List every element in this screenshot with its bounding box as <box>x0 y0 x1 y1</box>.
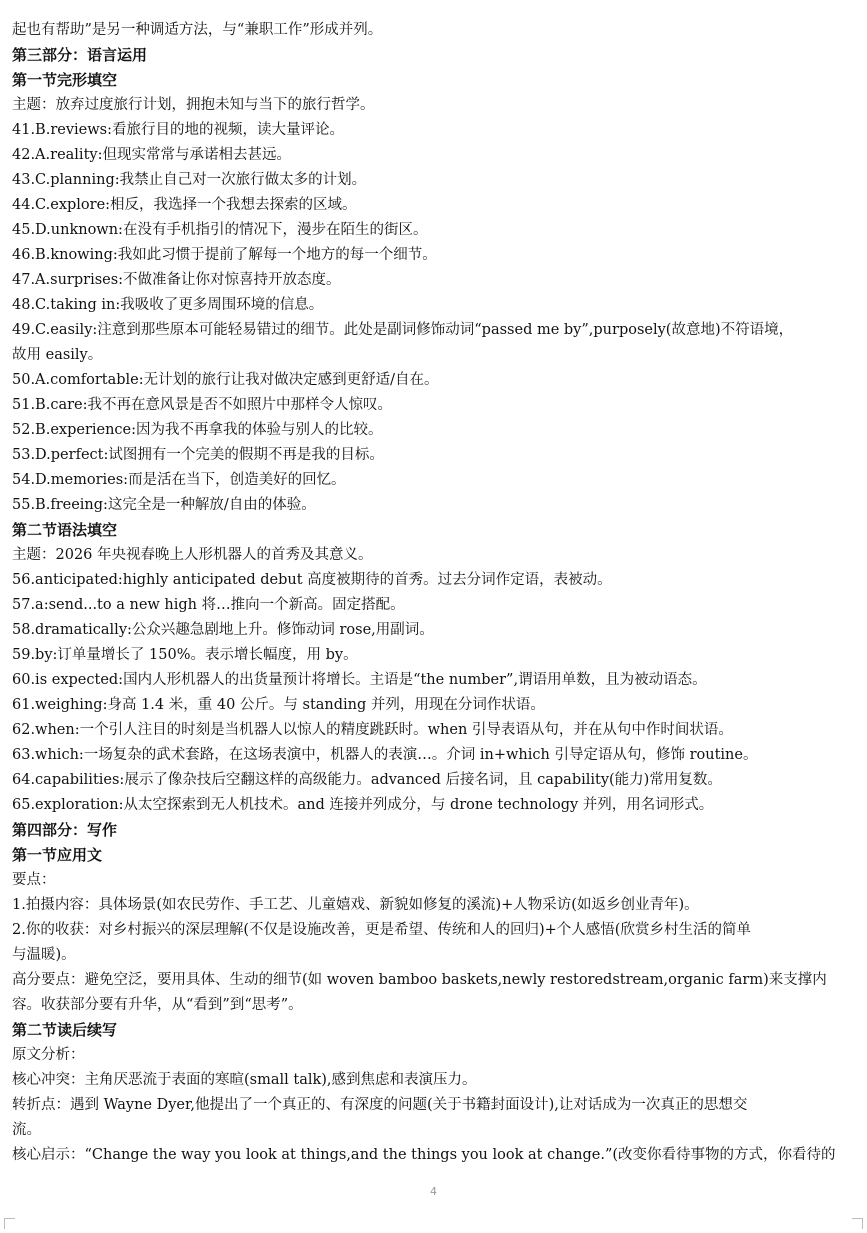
answer-54: 54.D.memories:而是活在当下，创造美好的回忆。 <box>12 472 346 488</box>
core-conflict: 核心冲突：主角厌恶流于表面的寒暄(small talk),感到焦虑和表演压力。 <box>12 1072 477 1088</box>
page-corner-mark-left <box>4 1218 15 1229</box>
answer-42: 42.A.reality:但现实常常与承诺相去甚远。 <box>12 147 291 163</box>
answer-49: 49.C.easily:注意到那些原本可能轻易错过的细节。此处是副词修饰动词“passed me by”,purposely(故意地)不符语境， <box>12 322 794 338</box>
answer-50: 50.A.comfortable:无计划的旅行让我对做决定感到更舒适/自在。 <box>12 372 439 388</box>
answer-61: 61.weighing:身高 1.4 米，重 40 公斤。与 standing 并列，用现在分词作状语。 <box>12 697 545 713</box>
turning-point-cont: 流。 <box>12 1122 41 1138</box>
answer-53: 53.D.perfect:试图拥有一个完美的假期不再是我的目标。 <box>12 447 384 463</box>
key-point-2: 2.你的收获：对乡村振兴的深层理解(不仅是设施改善，更是希望、传统和人的回归)+个人感悟(欣赏乡村生活的简单 <box>12 922 751 938</box>
page-corner-mark-right <box>852 1218 863 1229</box>
grammar-theme: 主题：2026 年央视春晚上人形机器人的首秀及其意义。 <box>12 547 373 563</box>
answer-55: 55.B.freeing:这完全是一种解放/自由的体验。 <box>12 497 316 513</box>
original-analysis-label: 原文分析： <box>12 1047 85 1063</box>
answer-63: 63.which:一场复杂的武术套路，在这场表演中，机器人的表演…。介词 in+which 引导定语从句，修饰 routine。 <box>12 747 758 763</box>
answer-51: 51.B.care:我不再在意风景是否不如照片中那样令人惊叹。 <box>12 397 392 413</box>
answer-60: 60.is expected:国内人形机器人的出货量预计将增长。主语是“the number”,谓语用单数，且为被动语态。 <box>12 672 707 688</box>
answer-57: 57.a:send...to a new high 将…推向一个新高。固定搭配。 <box>12 597 405 613</box>
answer-62: 62.when:一个引人注目的时刻是当机器人以惊人的精度跳跃时。when 引导表语从句，并在从句中作时间状语。 <box>12 722 733 738</box>
answer-46: 46.B.knowing:我如此习惯于提前了解每一个地方的每一个细节。 <box>12 247 437 263</box>
subsection-heading-grammar: 第二节语法填空 <box>12 521 118 539</box>
answer-47: 47.A.surprises:不做准备让你对惊喜持开放态度。 <box>12 272 341 288</box>
subsection-heading-continuation-writing: 第二节读后续写 <box>12 1021 118 1039</box>
subsection-heading-practical-writing: 第一节应用文 <box>12 846 103 864</box>
answer-56: 56.anticipated:highly anticipated debut 高度被期待的首秀。过去分词作定语，表被动。 <box>12 572 612 588</box>
high-score-points: 高分要点：避免空泛，要用具体、生动的细节(如 woven bamboo baskets,newly restoredstream,organic farm)来支撑内 <box>12 972 827 988</box>
answer-48: 48.C.taking in:我吸收了更多周围环境的信息。 <box>12 297 324 313</box>
answer-65: 65.exploration:从太空探索到无人机技术。and 连接并列成分，与 drone technology 并列，用名词形式。 <box>12 797 714 813</box>
answer-59: 59.by:订单量增长了 150%。表示增长幅度，用 by。 <box>12 647 358 663</box>
cloze-theme: 主题：放弃过度旅行计划，拥抱未知与当下的旅行哲学。 <box>12 97 375 113</box>
answer-52: 52.B.experience:因为我不再拿我的体验与别人的比较。 <box>12 422 383 438</box>
answer-44: 44.C.explore:相反，我选择一个我想去探索的区域。 <box>12 197 357 213</box>
text-line: 起也有帮助”是另一种调适方法，与“兼职工作”形成并列。 <box>12 22 383 38</box>
page-number: 4 <box>430 1185 437 1198</box>
answer-45: 45.D.unknown:在没有手机指引的情况下，漫步在陌生的街区。 <box>12 222 428 238</box>
subsection-heading-cloze: 第一节完形填空 <box>12 71 118 89</box>
section-heading-part3: 第三部分：语言运用 <box>12 46 148 64</box>
key-point-2-cont: 与温暖)。 <box>12 947 76 963</box>
core-insight: 核心启示：“Change the way you look at things,and the things you look at change.”(改变你看待事物的方式，你看待的 <box>12 1147 836 1163</box>
answer-58: 58.dramatically:公众兴趣急剧地上升。修饰动词 rose,用副词。 <box>12 622 434 638</box>
key-point-1: 1.拍摄内容：具体场景(如农民劳作、手工艺、儿童嬉戏、新貌如修复的溪流)+人物采访(如返乡创业青年)。 <box>12 897 699 913</box>
key-points-label: 要点： <box>12 872 56 888</box>
answer-64: 64.capabilities:展示了像杂技后空翻这样的高级能力。advanced 后接名词，且 capability(能力)常用复数。 <box>12 772 722 788</box>
turning-point: 转折点：遇到 Wayne Dyer,他提出了一个真正的、有深度的问题(关于书籍封面设计),让对话成为一次真正的思想交 <box>12 1097 748 1113</box>
high-score-points-cont: 容。收获部分要有升华，从“看到”到“思考”。 <box>12 997 303 1013</box>
section-heading-part4: 第四部分：写作 <box>12 821 118 839</box>
document-body <box>12 18 857 1168</box>
answer-49-cont: 故用 easily。 <box>12 347 103 363</box>
answer-43: 43.C.planning:我禁止自己对一次旅行做太多的计划。 <box>12 172 367 188</box>
answer-41: 41.B.reviews:看旅行目的地的视频，读大量评论。 <box>12 122 344 138</box>
